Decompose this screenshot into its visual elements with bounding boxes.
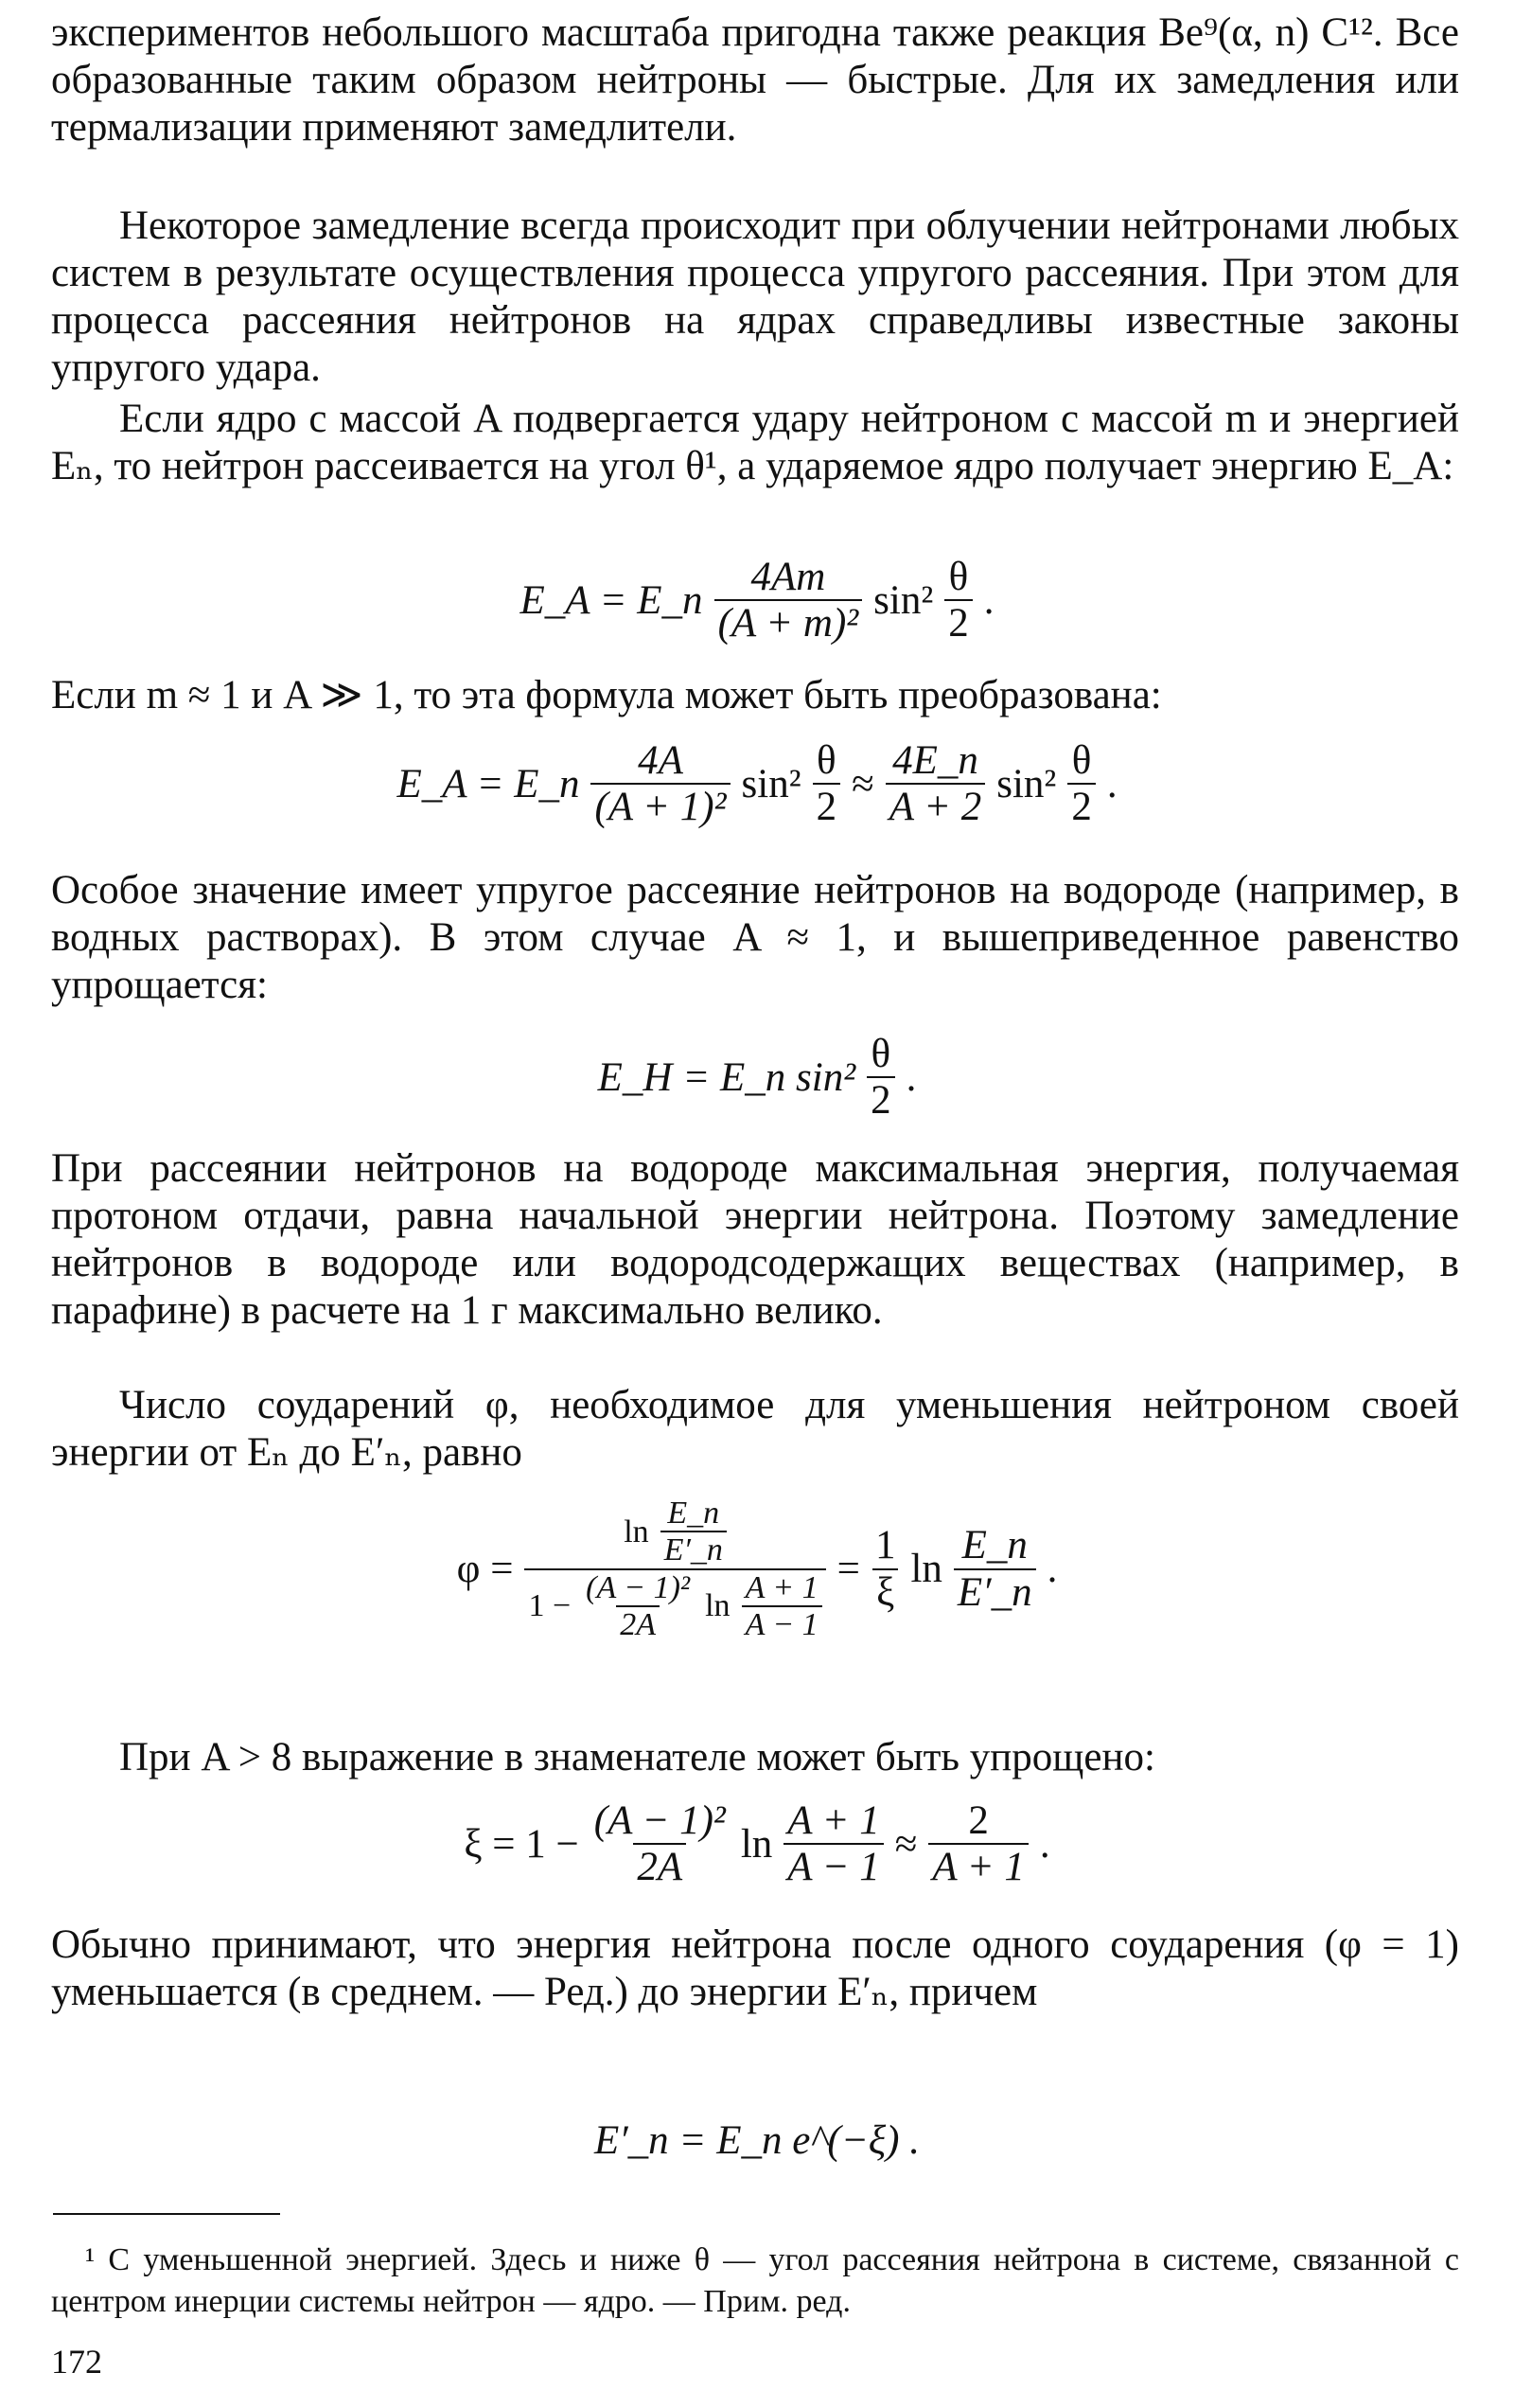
eq4-en-top: E_n: [667, 1496, 720, 1531]
paragraph-9: Обычно принимают, что энергия нейтрона после одного соударения (φ = 1) уменьшается (в среднем. — Ред.) до энергии E′ₙ, причем: [51, 1922, 1459, 2014]
paragraph-4: Если m ≈ 1 и A ≫ 1, то эта формула может быть преобразована:: [51, 673, 1162, 717]
eq5-ln: ln: [740, 1821, 773, 1867]
eq4-ln-right: ln: [910, 1547, 942, 1592]
eq2-num1: 4A: [638, 738, 683, 783]
eq4-one: 1: [874, 1523, 896, 1568]
eq4-end: .: [1047, 1547, 1058, 1592]
eq1-end: .: [983, 577, 995, 623]
eq4-one-minus: 1 −: [528, 1588, 572, 1624]
eq3-lhs: E_H = E_n sin²: [597, 1054, 856, 1100]
eq2-den2: A + 2: [886, 783, 986, 829]
eq4-en-right: E_n: [961, 1523, 1028, 1568]
equation-3: [0, 1032, 1514, 1124]
eq4-enp-right: E′_n: [954, 1568, 1036, 1615]
eq2-sin-a: sin²: [741, 761, 801, 806]
eq2-theta-a: θ: [817, 738, 836, 783]
page-number: 172: [51, 2343, 102, 2381]
eq5-twoA: 2A: [633, 1843, 686, 1889]
equation-4: [0, 1496, 1514, 1643]
paragraph-8: При A > 8 выражение в знаменателе может быть упрощено:: [119, 1735, 1155, 1779]
eq1-theta: θ: [948, 555, 969, 599]
eq2-sin-b: sin²: [996, 761, 1057, 806]
eq1-sin: sin²: [873, 577, 934, 623]
eq5-ap1b: A + 1: [928, 1843, 1029, 1889]
eq4-am1: A − 1: [742, 1605, 822, 1642]
eq3-end: .: [906, 1054, 917, 1100]
eq6-text: E′_n = E_n e^(−ξ) .: [594, 2118, 920, 2163]
eq5-two: 2: [968, 1798, 989, 1843]
eq4-twoA: 2A: [616, 1605, 660, 1642]
eq4-ln-top: ln: [624, 1514, 649, 1549]
eq2-approx: ≈: [852, 761, 874, 806]
eq2-end: .: [1106, 761, 1118, 806]
eq1-numerator: 4Am: [750, 555, 826, 599]
paragraph-6: При рассеянии нейтронов на водороде максимальная энергия, получаемая протоном отдачи, равна начальной энергии нейтрона. Поэтому замедление нейтронов в водороде или водородсодержащих веществах (например, в парафине) в расчете на 1 г максимально велико.: [51, 1146, 1459, 1333]
eq5-end: .: [1039, 1821, 1050, 1867]
footnote: ¹ С уменьшенной энергией. Здесь и ниже θ — угол рассеяния нейтрона в системе, связанной с центром инерции системы нейтрон — ядро. — Прим. ред.: [51, 2242, 1459, 2319]
paragraph-7: Число соударений φ, необходимое для уменьшения нейтроном своей энергии от Eₙ до E′ₙ, равно: [51, 1383, 1459, 1475]
eq2-two-a: 2: [813, 783, 841, 829]
eq2-two-b: 2: [1067, 783, 1096, 829]
paragraph-2: Некоторое замедление всегда происходит при облучении нейтронами любых систем в результате осуществления процесса упругого рассеяния. При этом для процесса рассеяния нейтронов на ядрах справедливы известные законы упругого удара.: [51, 204, 1459, 390]
eq5-a1sq: (A − 1)²: [593, 1798, 726, 1843]
eq5-ap1: A + 1: [787, 1798, 880, 1843]
eq4-lhs: φ =: [456, 1547, 514, 1592]
paragraph-1: экспериментов небольшого масштаба пригодна также реакция Be⁹(α, n) C¹². Все образованные таким образом нейтроны — быстрые. Для их замедления или термализации применяют замедлители.: [51, 10, 1459, 150]
eq5-approx: ≈: [894, 1821, 918, 1867]
equation-1: [0, 555, 1514, 646]
eq5-lhs: ξ = 1 −: [464, 1821, 579, 1867]
eq2-lhs: E_A = E_n: [396, 761, 580, 806]
eq2-num2: 4E_n: [892, 738, 978, 783]
eq1-denominator: (A + m)²: [714, 599, 863, 646]
eq4-xi: ξ: [872, 1568, 898, 1615]
eq4-enp-top: E′_n: [660, 1531, 727, 1567]
eq4-ln-bottom: ln: [705, 1588, 731, 1624]
eq4-a1sq: (A − 1)²: [586, 1569, 691, 1605]
eq1-lhs: E_A = E_n: [519, 577, 703, 623]
eq1-two: 2: [944, 599, 973, 646]
paragraph-5: Особое значение имеет упругое рассеяние нейтронов на водороде (например, в водных растворах). В этом случае A ≈ 1, и вышеприведенное равенство упрощается:: [51, 868, 1459, 1007]
eq2-den1: (A + 1)²: [590, 783, 730, 829]
equation-2: [0, 738, 1514, 830]
eq3-theta: θ: [871, 1032, 891, 1076]
footnote-divider: [53, 2213, 280, 2215]
paragraph-3: Если ядро с массой A подвергается удару нейтроном с массой m и энергией Eₙ, то нейтрон рассеивается на угол θ¹, а ударяемое ядро получает энергию E_A:: [51, 397, 1459, 488]
eq4-ap1: A + 1: [745, 1569, 819, 1605]
equation-5: [0, 1798, 1514, 1890]
eq4-equals: =: [836, 1547, 860, 1592]
eq5-am1: A − 1: [783, 1843, 884, 1889]
eq3-two: 2: [867, 1076, 895, 1123]
eq2-theta-b: θ: [1071, 738, 1092, 783]
equation-6: [0, 2120, 1514, 2161]
